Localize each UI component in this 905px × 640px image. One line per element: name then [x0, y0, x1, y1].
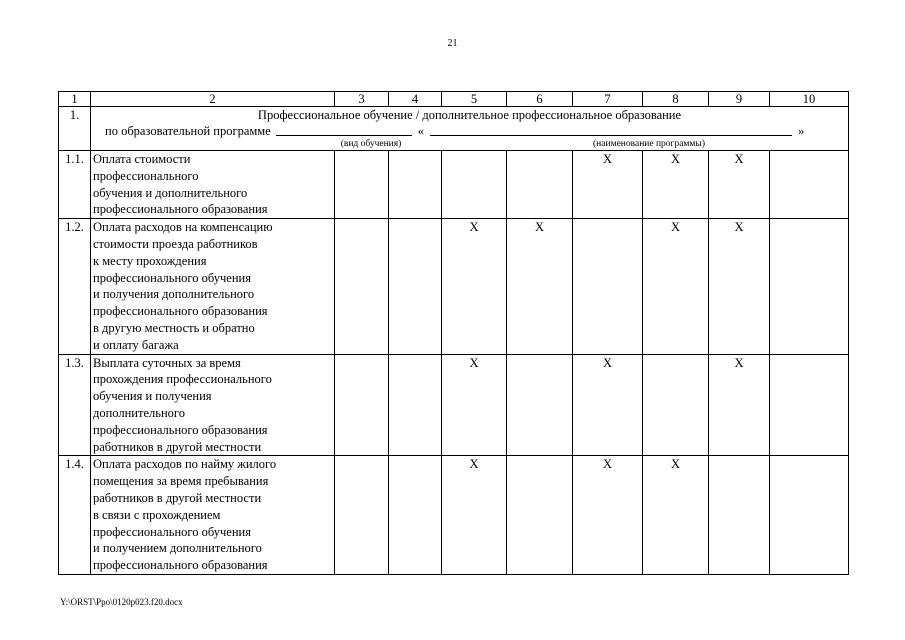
program-line — [99, 123, 840, 139]
row-number: 1.2. — [59, 219, 91, 354]
section-title: Профессиональное обучение / дополнительное профессиональное образование — [257, 108, 682, 122]
description-line: Оплата расходов на компенсацию — [93, 220, 273, 235]
mark-cell: X — [573, 151, 643, 219]
mark-cell: X — [709, 354, 770, 456]
table-row — [59, 219, 849, 354]
mark-cell — [770, 151, 849, 219]
header-cell: 3 — [335, 92, 389, 107]
mark-cell: X — [442, 219, 507, 354]
mark-cell — [389, 151, 442, 219]
description-line: дополнительного — [93, 405, 185, 420]
program-prefix: по образовательной программе — [105, 124, 271, 138]
row-description — [91, 219, 335, 354]
description-line: прохождения профессионального — [93, 372, 272, 387]
header-cell: 9 — [709, 92, 770, 107]
section-number: 1. — [59, 107, 91, 151]
table-row — [59, 354, 849, 456]
section-row — [59, 107, 849, 151]
mark-cell — [709, 456, 770, 575]
description-line: работников в другой местности — [93, 490, 262, 505]
note-training-type: (вид обучения) — [340, 139, 402, 149]
description-line: и оплату багажа — [93, 337, 179, 352]
description-line: помещения за время пребывания — [93, 474, 269, 489]
page-number: 21 — [447, 38, 458, 49]
description-line: профессионального образования — [93, 202, 268, 217]
mark-cell — [507, 151, 573, 219]
table-row — [59, 151, 849, 219]
mark-cell: X — [709, 219, 770, 354]
description-line: Выплата суточных за время — [93, 355, 241, 370]
description-line: профессионального — [93, 168, 199, 183]
description-line: профессионального образования — [93, 304, 268, 319]
close-quote: » — [798, 124, 805, 138]
mark-cell: X — [643, 456, 709, 575]
mark-cell — [770, 354, 849, 456]
program-notes — [99, 139, 840, 150]
mark-cell — [335, 456, 389, 575]
mark-cell: X — [643, 219, 709, 354]
description-line: профессионального обучения — [93, 524, 251, 539]
header-cell: 4 — [389, 92, 442, 107]
mark-cell — [770, 456, 849, 575]
mark-cell — [507, 354, 573, 456]
mark-cell: X — [442, 456, 507, 575]
description-line: обучения и дополнительного — [93, 185, 248, 200]
row-number: 1.4. — [59, 456, 91, 575]
header-row — [59, 92, 849, 107]
program-name-blank — [430, 123, 792, 136]
mark-cell: X — [709, 151, 770, 219]
description-line: в связи с прохождением — [93, 507, 221, 522]
description-line: профессионального обучения — [93, 270, 251, 285]
mark-cell: X — [442, 354, 507, 456]
mark-cell — [643, 354, 709, 456]
description-line: в другую местность и обратно — [93, 320, 255, 335]
description-line: профессионального образования — [93, 558, 268, 573]
mark-cell — [389, 456, 442, 575]
description-line: Оплата стоимости — [93, 152, 191, 166]
description-line: обучения и получения — [93, 389, 212, 404]
mark-cell — [573, 219, 643, 354]
description-line: и получения дополнительного — [93, 287, 255, 302]
file-path-footer: Y:\ORST\Ppo\0120p023.f20.docx — [60, 597, 183, 607]
header-cell: 10 — [770, 92, 849, 107]
header-cell: 6 — [507, 92, 573, 107]
mark-cell: X — [643, 151, 709, 219]
row-number: 1.3. — [59, 354, 91, 456]
data-table — [58, 91, 849, 575]
table-row — [59, 456, 849, 575]
note-program-name: (наименование программы) — [593, 139, 705, 149]
mark-cell — [335, 354, 389, 456]
mark-cell — [389, 219, 442, 354]
mark-cell — [442, 151, 507, 219]
header-cell: 7 — [573, 92, 643, 107]
description-line: и получением дополнительного — [93, 541, 262, 556]
mark-cell — [770, 219, 849, 354]
description-line: стоимости проезда работников — [93, 236, 258, 251]
mark-cell: X — [573, 456, 643, 575]
mark-cell — [335, 151, 389, 219]
description-line: работников в другой местности — [93, 439, 262, 454]
row-number: 1.1. — [59, 151, 91, 219]
section-title-cell — [91, 107, 849, 151]
open-quote: « — [417, 124, 424, 138]
mark-cell: X — [507, 219, 573, 354]
mark-cell — [389, 354, 442, 456]
mark-cell — [335, 219, 389, 354]
row-description — [91, 354, 335, 456]
row-description — [91, 151, 335, 219]
mark-cell: X — [573, 354, 643, 456]
header-cell: 2 — [91, 92, 335, 107]
header-cell: 5 — [442, 92, 507, 107]
row-description — [91, 456, 335, 575]
header-cell: 8 — [643, 92, 709, 107]
description-line: Оплата расходов по найму жилого — [93, 457, 277, 472]
header-cell: 1 — [59, 92, 91, 107]
description-line: к месту прохождения — [93, 253, 207, 268]
description-line: профессионального образования — [93, 422, 268, 437]
training-type-blank — [276, 123, 412, 136]
mark-cell — [507, 456, 573, 575]
